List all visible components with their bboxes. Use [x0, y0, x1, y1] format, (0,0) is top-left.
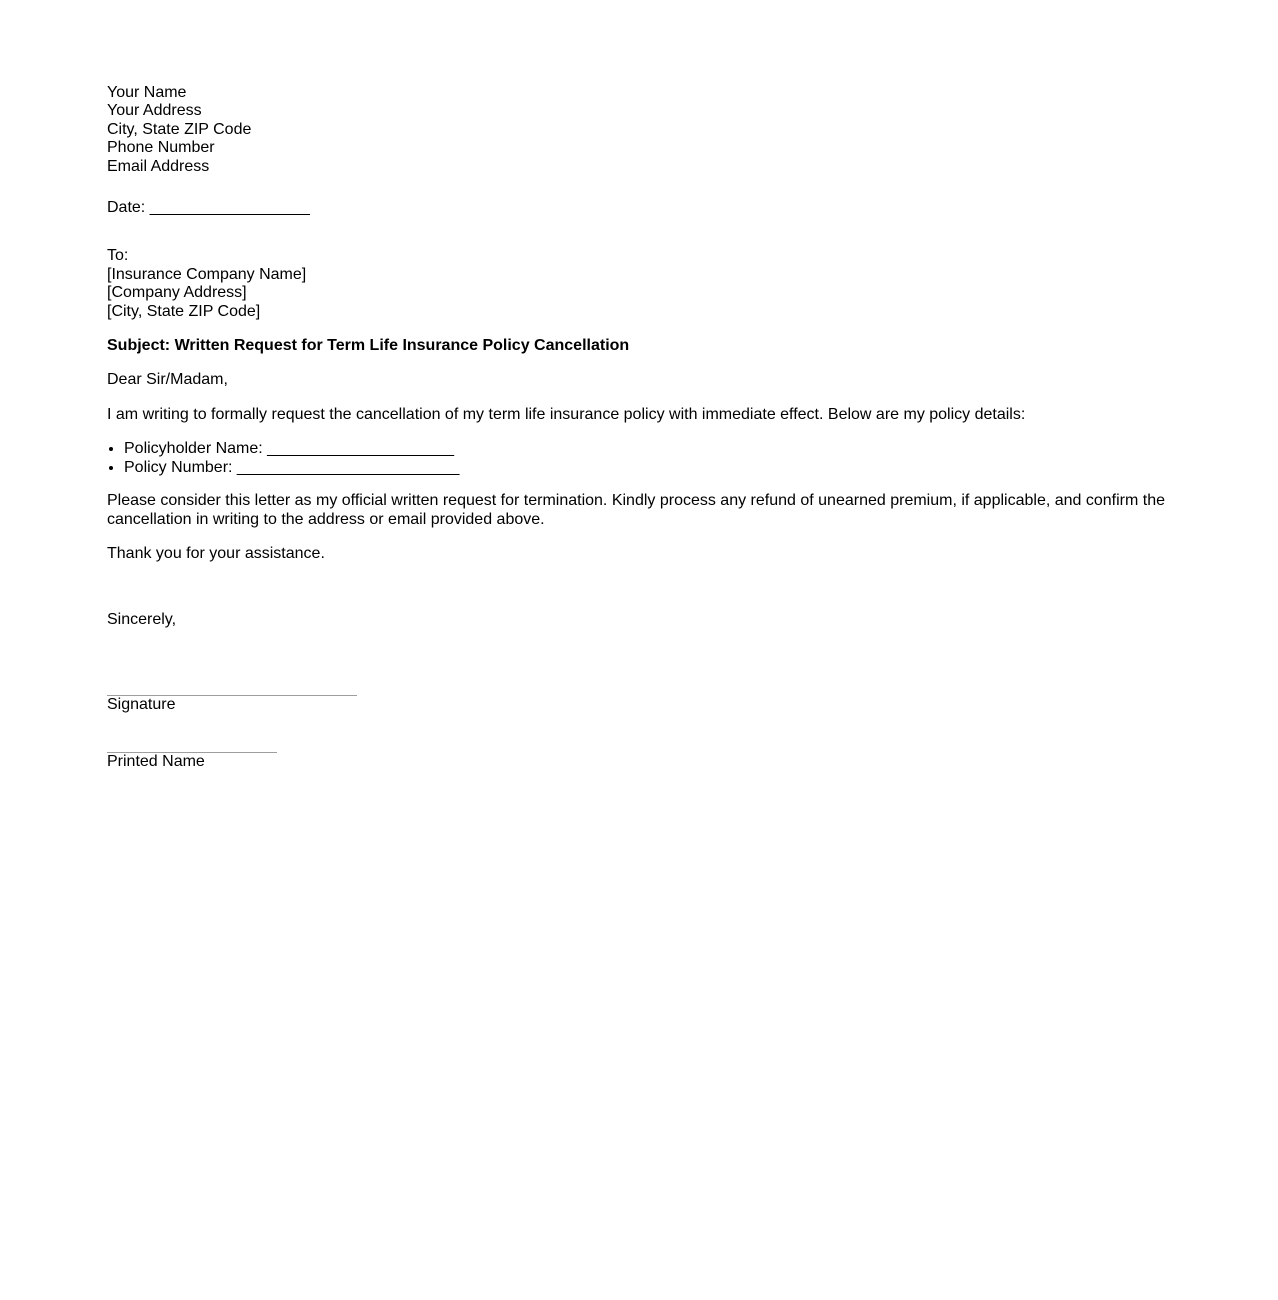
closing-sincerely: Sincerely, — [107, 611, 177, 629]
salutation: Dear Sir/Madam, — [107, 371, 228, 389]
body-thanks-paragraph: Thank you for your assistance. — [107, 544, 325, 562]
date-line: Date: __________________ — [107, 199, 310, 217]
sender-city-state-zip: City, State ZIP Code — [107, 120, 252, 138]
policyholder-name-item: • Policyholder Name: _____________________ — [124, 440, 1171, 458]
sender-block — [107, 84, 1171, 176]
policy-details-list — [107, 440, 1171, 477]
subject-line: Subject: Written Request for Term Life Insurance Policy Cancellation — [107, 337, 630, 355]
recipient-company-address: [Company Address] — [107, 284, 247, 302]
body-intro-paragraph: I am writing to formally request the cancellation of my term life insurance policy with immediate effect. Below are my policy details: — [107, 405, 1026, 423]
recipient-company-city-state-zip: [City, State ZIP Code] — [107, 302, 261, 320]
sender-name: Your Name — [107, 84, 187, 101]
policy-number-item: • Policy Number: _________________________ — [124, 459, 1171, 477]
recipient-block — [107, 247, 1171, 321]
sender-email: Email Address — [107, 157, 210, 175]
sender-address: Your Address — [107, 102, 202, 120]
body-request-paragraph: Please consider this letter as my official written request for termination. Kindly process any refund of unearned premium, if applicable, and confirm the cancellation in writing to the address or email provided above. — [107, 492, 1166, 528]
recipient-company-name: [Insurance Company Name] — [107, 265, 307, 283]
recipient-to-label: To: — [107, 247, 129, 265]
sender-phone: Phone Number — [107, 139, 215, 157]
printed-name-label: Printed Name — [107, 753, 205, 771]
signature-label: Signature — [107, 695, 176, 713]
